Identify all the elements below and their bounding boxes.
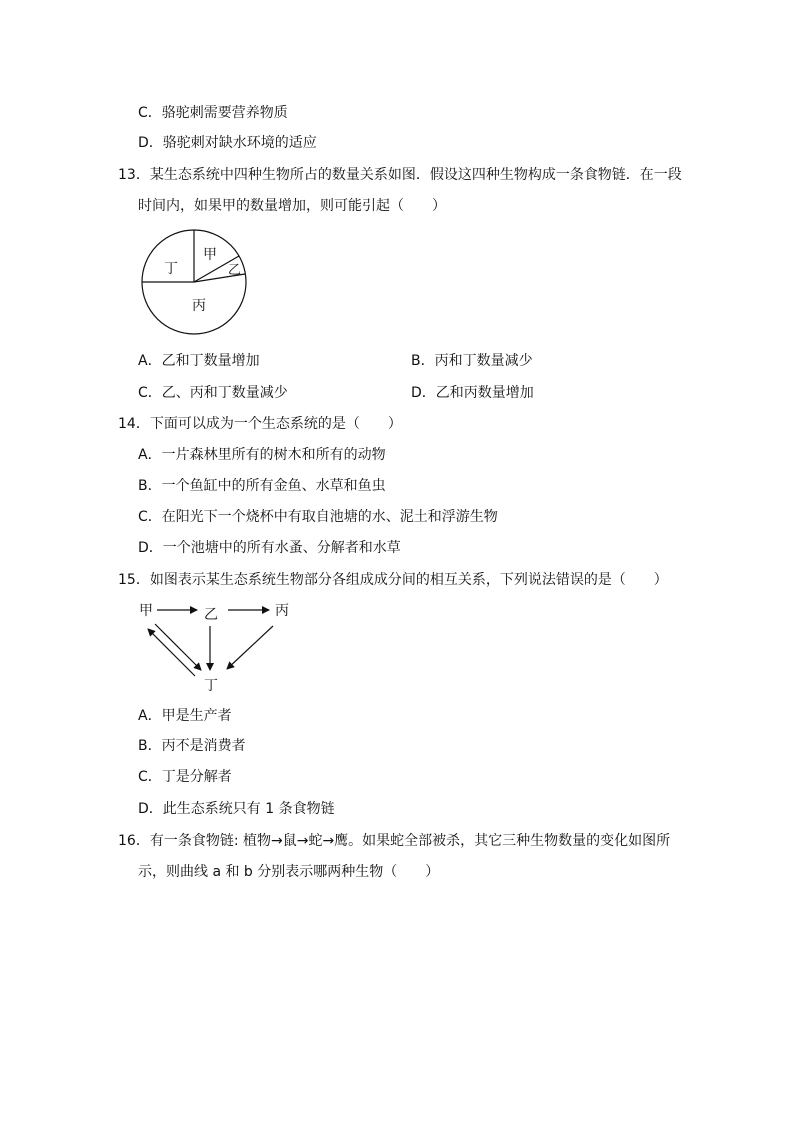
q15-option-a: A．甲是生产者 bbox=[138, 708, 232, 724]
q14-option-b: B．一个鱼缸中的所有金鱼、水草和鱼虫 bbox=[138, 478, 386, 494]
diagram-label-yi: 乙 bbox=[204, 607, 218, 623]
q15-stem: 15．如图表示某生态系统生物部分各组成成分间的相互关系，下列说法错误的是（ ） bbox=[118, 572, 668, 588]
arrow-bing-to-ding bbox=[227, 626, 273, 669]
arrow-jia-to-ding bbox=[155, 624, 201, 670]
q13-stem-line1: 13．某生态系统中四种生物所占的数量关系如图．假设这四种生物构成一条食物链．在一段 bbox=[118, 167, 682, 183]
diagram-label-bing: 丙 bbox=[275, 603, 289, 619]
q16-stem-line2: 示，则曲线 a 和 b 分别表示哪两种生物（ ） bbox=[138, 864, 440, 880]
q13-option-c: C．乙、丙和丁数量减少 bbox=[138, 385, 288, 401]
q14-option-d: D．一个池塘中的所有水蚤、分解者和水草 bbox=[138, 540, 401, 556]
q13-stem-line2: 时间内，如果甲的数量增加，则可能引起（ ） bbox=[138, 198, 446, 214]
pie-label-ding: 丁 bbox=[164, 261, 178, 277]
diagram-label-jia: 甲 bbox=[139, 603, 153, 619]
pie-label-yi: 乙 bbox=[228, 263, 242, 278]
pie-label-bing: 丙 bbox=[192, 298, 206, 314]
diagram-label-ding: 丁 bbox=[204, 678, 218, 694]
q15-option-c: C．丁是分解者 bbox=[138, 769, 232, 785]
q14-stem: 14．下面可以成为一个生态系统的是（ ） bbox=[118, 416, 402, 432]
q15-relationship-diagram bbox=[135, 596, 305, 696]
q14-option-c: C．在阳光下一个烧杯中有取自池塘的水、泥土和浮游生物 bbox=[138, 509, 498, 525]
q15-option-b: B．丙不是消费者 bbox=[138, 738, 246, 754]
pie-label-jia: 甲 bbox=[203, 247, 217, 263]
q15-option-d: D．此生态系统只有 1 条食物链 bbox=[138, 801, 335, 817]
arrow-ding-to-jia bbox=[148, 629, 195, 676]
q13-option-a: A．乙和丁数量增加 bbox=[138, 353, 260, 369]
q13-option-b: B．丙和丁数量减少 bbox=[411, 353, 533, 369]
q12-option-c: C．骆驼刺需要营养物质 bbox=[138, 105, 288, 121]
q13-pie-chart bbox=[138, 226, 254, 342]
q13-option-d: D．乙和丙数量增加 bbox=[411, 385, 534, 401]
q12-option-d: D．骆驼刺对缺水环境的适应 bbox=[138, 135, 317, 151]
q14-option-a: A．一片森林里所有的树木和所有的动物 bbox=[138, 447, 386, 463]
q16-stem-line1: 16．有一条食物链: 植物→鼠→蛇→鹰。如果蛇全部被杀，其它三种生物数量的变化如图所 bbox=[118, 833, 671, 849]
